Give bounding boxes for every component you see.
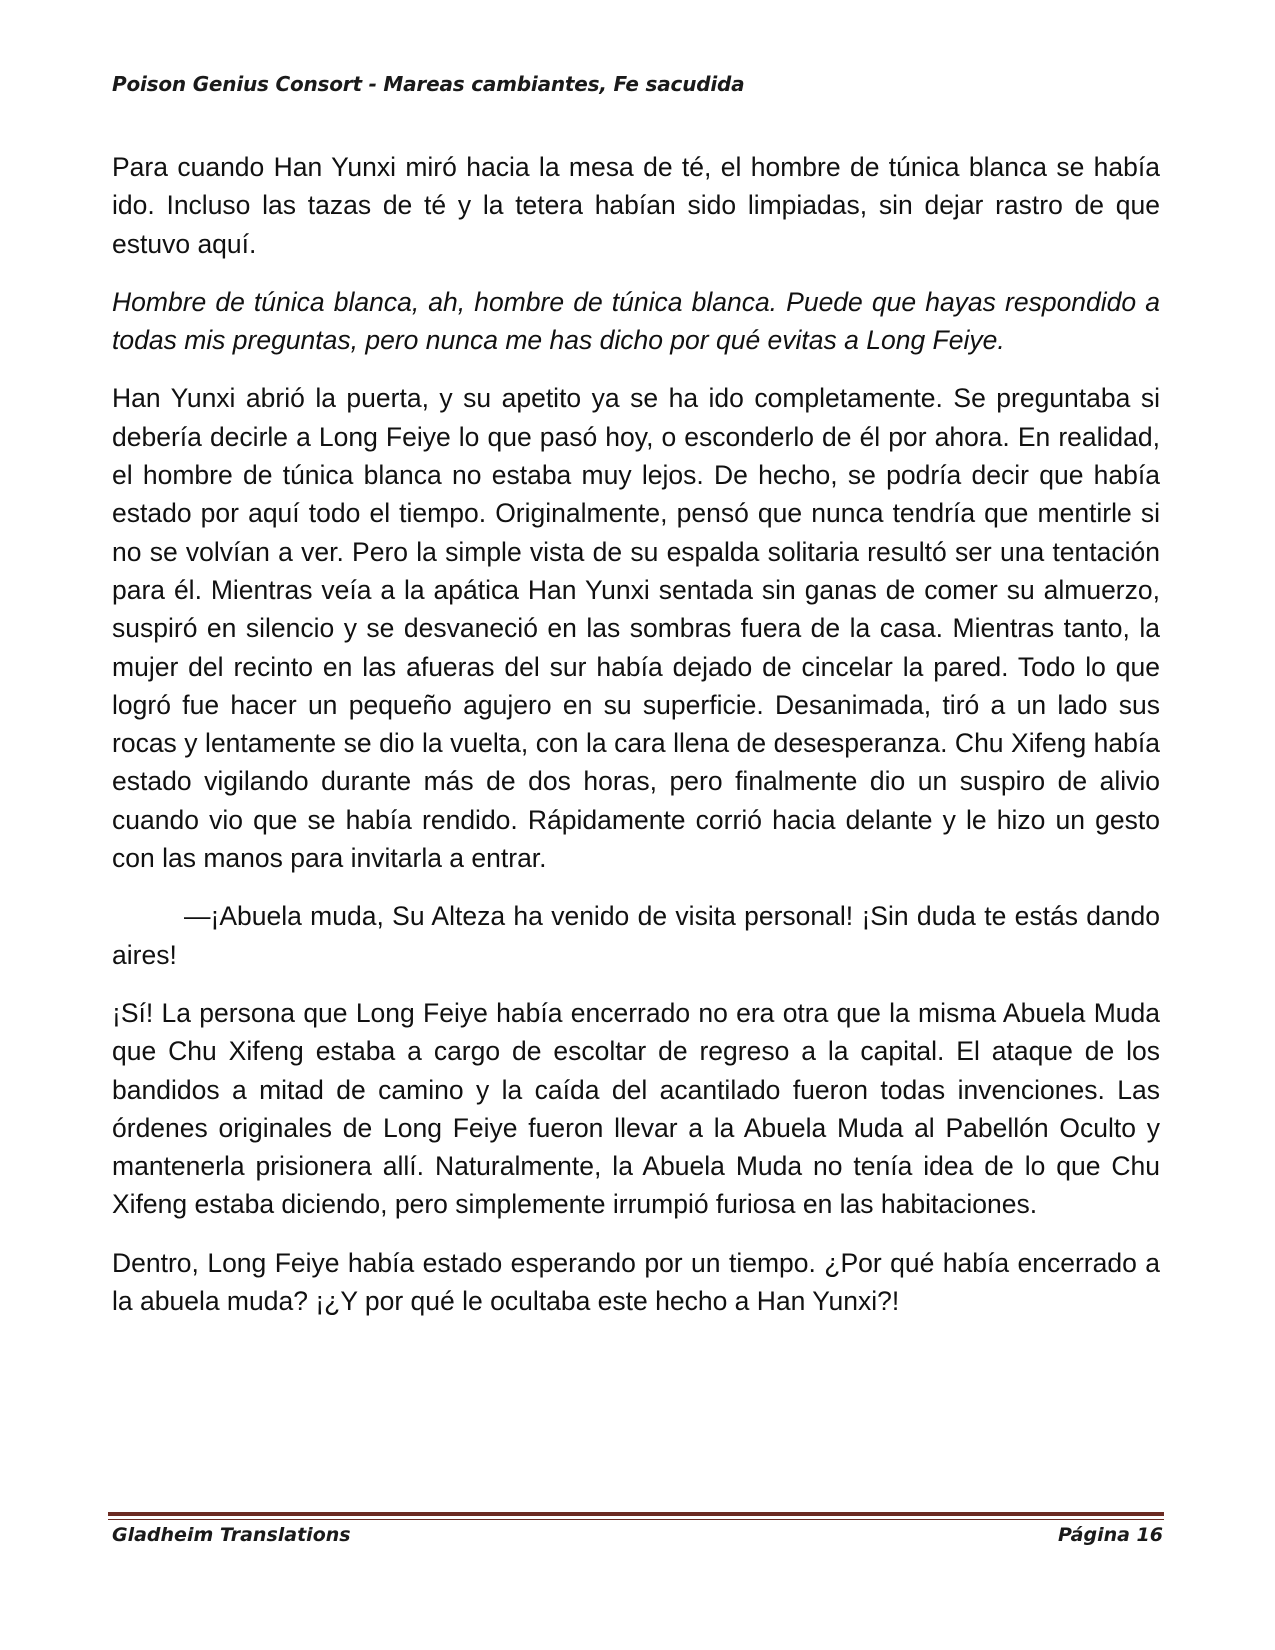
dialogue-paragraph: —¡Abuela muda, Su Alteza ha venido de visita personal! ¡Sin duda te estás dando aires! [112, 901, 1160, 970]
paragraph: Dentro, Long Feiye había estado esperando por un tiempo. ¿Por qué había encerrado a la abuela muda? ¡¿Y por qué le ocultaba este hecho a Han Yunxi?! [112, 1247, 1160, 1317]
paragraph: Han Yunxi abrió la puerta, y su apetito ya se ha ido completamente. Se preguntaba si debería decirle a Long Feiye lo que pasó hoy, o esconderlo de él por ahora. En realidad, el hombre de túnica blanca no estaba muy lejos. De hecho, se podría decir que había estado por aquí todo el tiempo. Originalmente, pensó que nunca tendría que mentirle si no se volvían a ver. Pero la simple vista de su espalda solitaria resultó ser una tentación para él. Mientras veía a la apática Han Yunxi sentada sin ganas de comer su almuerzo, suspiró en silencio y se desvaneció en las sombras fuera de la casa. Mientras tanto, la mujer del recinto en las afueras del sur había dejado de cincelar la pared. Todo lo que logró fue hacer un pequeño agujero en su superficie. Desanimada, tiró a un lado sus rocas y lentamente se dio la vuelta, con la cara llena de desesperanza. Chu Xifeng había estado vigilando durante más de dos horas, pero finalmente dio un suspiro de alivio cuando vio que se había rendido. Rápidamente corrió hacia delante y le hizo un gesto con las manos para invitarla a entrar. [112, 383, 1160, 874]
footer-divider-thin [108, 1519, 1164, 1520]
footer-divider [108, 1512, 1164, 1516]
document-body [112, 148, 1160, 1340]
footer-page-number: Página 16 [1057, 1524, 1163, 1546]
paragraph: ¡Sí! La persona que Long Feiye había encerrado no era otra que la misma Abuela Muda que Chu Xifeng estaba a cargo de escoltar de regreso a la capital. El ataque de los bandidos a mitad de camino y la caída del acantilado fueron todas invenciones. Las órdenes originales de Long Feiye fueron llevar a la Abuela Muda al Pabellón Oculto y mantenerla prisionera allí. Naturalmente, la Abuela Muda no tenía idea de lo que Chu Xifeng estaba diciendo, pero simplemente irrumpió furiosa en las habitaciones. [112, 997, 1160, 1220]
paragraph: Para cuando Han Yunxi miró hacia la mesa de té, el hombre de túnica blanca se había ido. Incluso las tazas de té y la tetera habían sido limpiadas, sin dejar rastro de que estuvo aquí. [112, 152, 1160, 259]
italic-thought-paragraph: Hombre de túnica blanca, ah, hombre de túnica blanca. Puede que hayas respondido a todas mis preguntas, pero nunca me has dicho por qué evitas a Long Feiye. [112, 286, 1160, 356]
footer-publisher: Gladheim Translations [112, 1524, 351, 1546]
page-header-title: Poison Genius Consort - Mareas cambiantes, Fe sacudida [112, 72, 745, 96]
